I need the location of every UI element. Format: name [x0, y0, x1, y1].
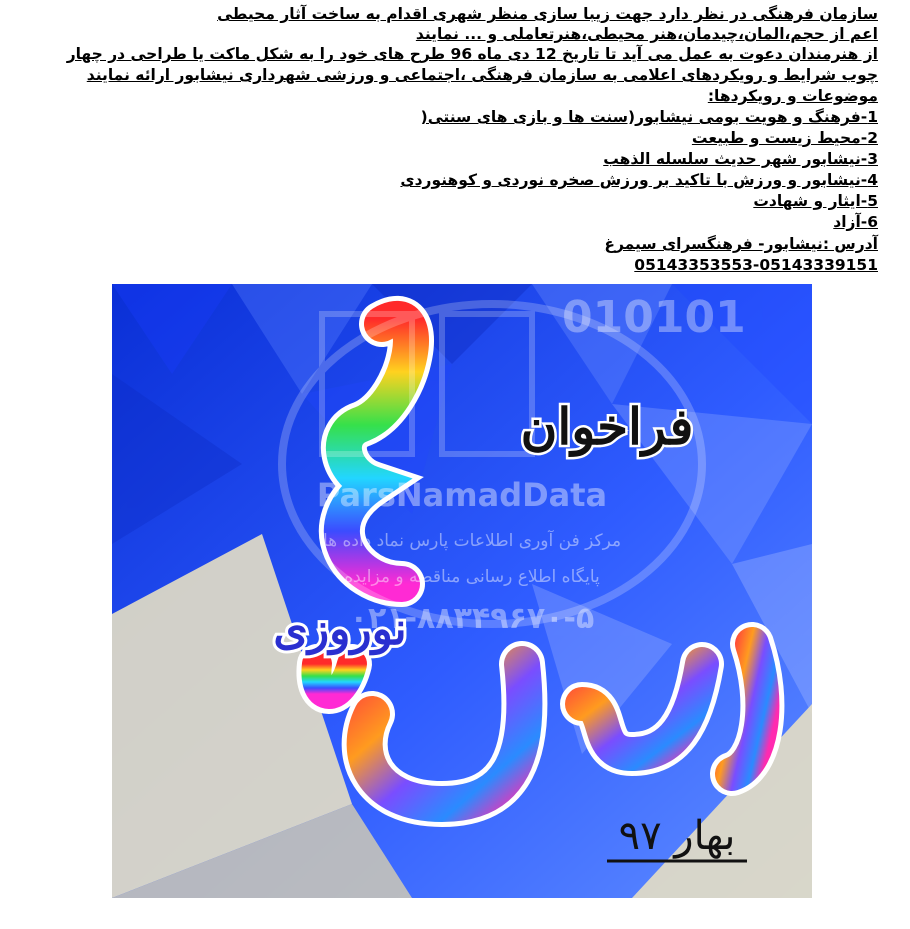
- topic-1: 1-فرهنگ و هویت بومی نیشابور(سنت ها و بازی های سنتی(: [420, 108, 878, 126]
- poster-image: [112, 284, 812, 898]
- topic-2: 2-محیط زیست و طبیعت: [691, 129, 878, 147]
- watermark-phone: ۰۲۱-۸۸۳۴۹۶۷۰-۵: [349, 601, 595, 636]
- address: آدرس :نیشابور- فرهنگسرای سیمرغ: [604, 235, 878, 253]
- watermark-line1: مرکز فن آوری اطلاعات پارس نماد داده ها: [322, 531, 622, 551]
- watermark-brand: ParsNamadData: [316, 476, 608, 514]
- topics-heading: موضوعات و رویکردها:: [707, 87, 878, 105]
- season-label: بهار ۹۷: [618, 813, 736, 859]
- topic-5: 5-ایثار و شهادت: [753, 192, 878, 210]
- phone-numbers: 05143353553-05143339151: [634, 256, 878, 274]
- line-intro: سازمان فرهنگی در نظر دارد جهت زیبا سازی منظر شهری اقدام به ساخت آثار محیطی: [217, 5, 878, 23]
- topic-3: 3-نیشابور شهر حدیث سلسله الذهب: [603, 150, 878, 168]
- watermark-line2: پایگاه اطلاع رسانی مناقصه و مزایده: [344, 567, 600, 587]
- call-word: فراخوان: [520, 397, 694, 456]
- line-invitation: از هنرمندان دعوت به عمل می آید تا تاریخ 12 دی ماه 96 طرح های خود را به شکل ماکت یا طراحی در چهار: [66, 45, 878, 63]
- line-scope: اعم از حجم،المان،چیدمان،هنر محیطی،هنرتعاملی و ... نمایند: [415, 25, 878, 43]
- sub-title: نوروزی: [273, 604, 407, 655]
- line-conditions: چوب شرایط و رویکردهای اعلامی به سازمان فرهنگی ،اجتماعی و ورزشی شهرداری نیشابور ارائه نمایند: [86, 66, 878, 84]
- topic-4: 4-نیشابور و ورزش با تاکید بر ورزش صخره نوردی و کوهنوردی: [400, 171, 878, 189]
- topic-6: 6-آزاد: [833, 213, 878, 231]
- watermark-digits: 010101: [562, 292, 746, 343]
